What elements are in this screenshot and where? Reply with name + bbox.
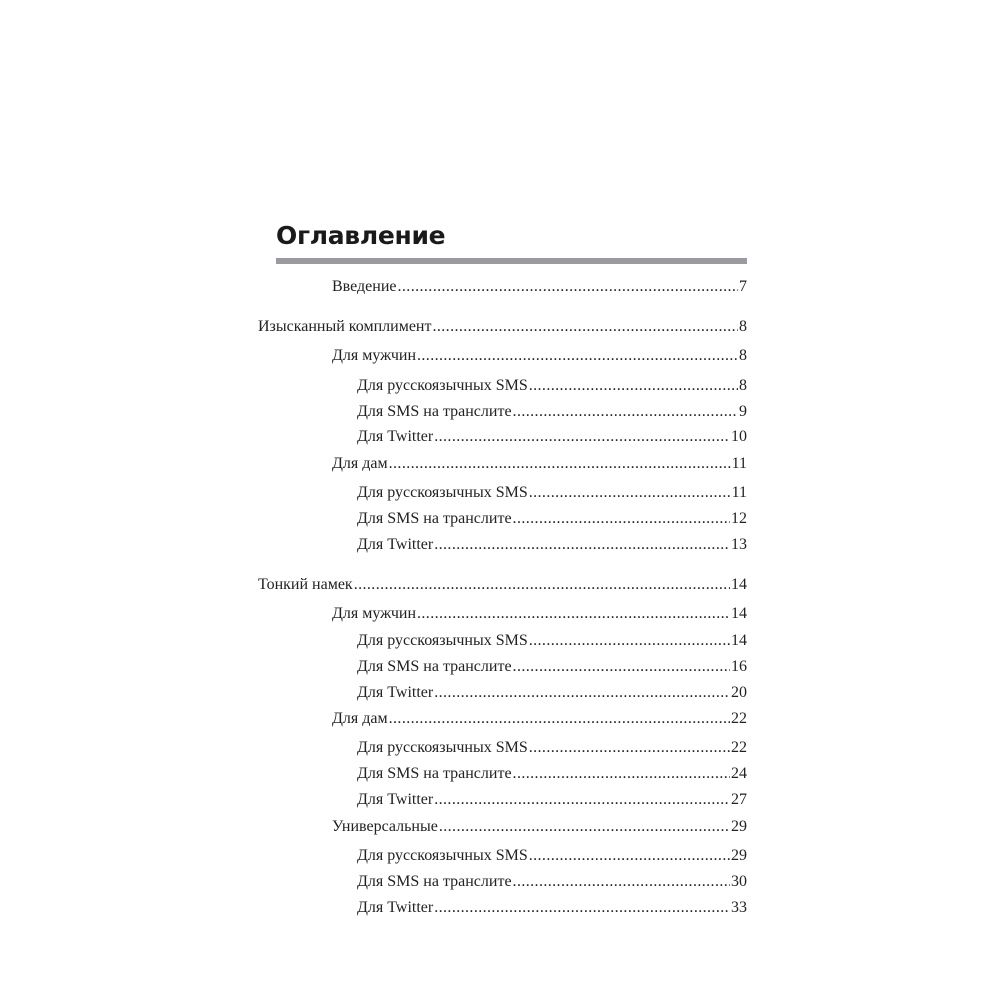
toc-entry-page: 8 — [739, 347, 747, 364]
toc-entry-label: Для Twitter — [357, 791, 434, 808]
toc-entry-page: 12 — [731, 510, 747, 527]
toc-dot-leader — [513, 763, 730, 785]
toc-dot-leader — [434, 789, 730, 811]
toc-entry[interactable] — [357, 871, 747, 893]
toc-dot-leader — [434, 426, 730, 448]
toc-entry-page: 7 — [739, 278, 747, 295]
toc-entry-label: Для русскоязычных SMS — [357, 739, 528, 756]
toc-entry[interactable] — [357, 426, 747, 448]
toc-entry[interactable] — [258, 574, 747, 596]
toc-entry-label: Для русскоязычных SMS — [357, 377, 528, 394]
toc-entry-page: 27 — [731, 791, 747, 808]
toc-entry-label: Для SMS на транслите — [357, 403, 512, 420]
toc-dot-leader — [529, 737, 730, 759]
toc-entry-page: 10 — [731, 428, 747, 445]
toc-dot-leader — [529, 482, 731, 504]
toc-dot-leader — [434, 897, 730, 919]
toc-entry[interactable] — [332, 453, 747, 475]
toc-entry[interactable] — [357, 401, 747, 423]
toc-entry[interactable] — [258, 316, 747, 338]
toc-entry-page: 29 — [731, 847, 747, 864]
toc-entry-label: Для русскоязычных SMS — [357, 847, 528, 864]
toc-entry-label: Для дам — [332, 455, 388, 472]
toc-entry-page: 16 — [731, 658, 747, 675]
toc-entry-label: Для SMS на транслите — [357, 765, 512, 782]
toc-dot-leader — [434, 534, 730, 556]
toc-dot-leader — [432, 316, 738, 338]
toc-entry-page: 22 — [731, 739, 747, 756]
toc-entry[interactable] — [332, 345, 747, 367]
toc-entry-label: Изысканный комплимент — [258, 318, 432, 335]
toc-entry[interactable] — [357, 737, 747, 759]
toc-entry-page: 11 — [731, 484, 747, 501]
toc-entry-label: Для SMS на транслите — [357, 658, 512, 675]
toc-entry[interactable] — [357, 630, 747, 652]
toc-entry-page: 9 — [739, 403, 747, 420]
toc-entry[interactable] — [332, 276, 747, 298]
toc-entry-label: Для Twitter — [357, 899, 434, 916]
toc-entry-page: 14 — [731, 576, 747, 593]
toc-entry-label: Введение — [332, 278, 397, 295]
toc-dot-leader — [513, 401, 738, 423]
toc-entry[interactable] — [332, 603, 747, 625]
toc-entry-page: 29 — [731, 818, 747, 835]
toc-entry-label: Для Twitter — [357, 536, 434, 553]
toc-entry-page: 22 — [731, 710, 747, 727]
toc-entry[interactable] — [332, 708, 747, 730]
toc-dot-leader — [529, 375, 738, 397]
toc-entry-label: Для Twitter — [357, 684, 434, 701]
toc-entry[interactable] — [357, 682, 747, 704]
toc-entry[interactable] — [357, 375, 747, 397]
toc-entry-label: Для русскоязычных SMS — [357, 484, 528, 501]
toc-dot-leader — [513, 871, 730, 893]
toc-entry-label: Для мужчин — [332, 347, 416, 364]
toc-dot-leader — [529, 845, 730, 867]
toc-dot-leader — [389, 453, 731, 475]
toc-entry-page: 8 — [739, 377, 747, 394]
toc-entry-label: Для мужчин — [332, 605, 416, 622]
toc-title-rule — [276, 258, 747, 264]
toc-entry-page: 24 — [731, 765, 747, 782]
toc-entry-page: 14 — [731, 605, 747, 622]
toc-entry[interactable] — [357, 845, 747, 867]
toc-dot-leader — [354, 574, 730, 596]
toc-entry[interactable] — [357, 534, 747, 556]
toc-entry-label: Для Twitter — [357, 428, 434, 445]
toc-entry-label: Для дам — [332, 710, 388, 727]
toc-title: Оглавление — [276, 221, 446, 250]
toc-dot-leader — [513, 508, 730, 530]
toc-dot-leader — [417, 345, 738, 367]
toc-dot-leader — [417, 603, 730, 625]
toc-entry[interactable] — [357, 897, 747, 919]
toc-entry-page: 20 — [731, 684, 747, 701]
toc-entry-label: Для SMS на транслите — [357, 873, 512, 890]
toc-entry-label: Тонкий намек — [258, 576, 353, 593]
toc-entry-label: Универсальные — [332, 818, 438, 835]
toc-entry[interactable] — [357, 508, 747, 530]
toc-dot-leader — [439, 816, 730, 838]
toc-entry-page: 14 — [731, 632, 747, 649]
toc-entry[interactable] — [357, 656, 747, 678]
toc-entry[interactable] — [357, 763, 747, 785]
toc-entry-page: 33 — [731, 899, 747, 916]
toc-entry-label: Для SMS на транслите — [357, 510, 512, 527]
toc-entry-page: 13 — [731, 536, 747, 553]
toc-dot-leader — [513, 656, 730, 678]
toc-entry[interactable] — [332, 816, 747, 838]
toc-entry-label: Для русскоязычных SMS — [357, 632, 528, 649]
toc-entry[interactable] — [357, 482, 747, 504]
toc-dot-leader — [529, 630, 730, 652]
toc-dot-leader — [398, 276, 739, 298]
toc-dot-leader — [389, 708, 730, 730]
toc-entry-page: 11 — [731, 455, 747, 472]
toc-entry-page: 8 — [739, 318, 747, 335]
toc-entry-page: 30 — [731, 873, 747, 890]
toc-dot-leader — [434, 682, 730, 704]
toc-entry[interactable] — [357, 789, 747, 811]
